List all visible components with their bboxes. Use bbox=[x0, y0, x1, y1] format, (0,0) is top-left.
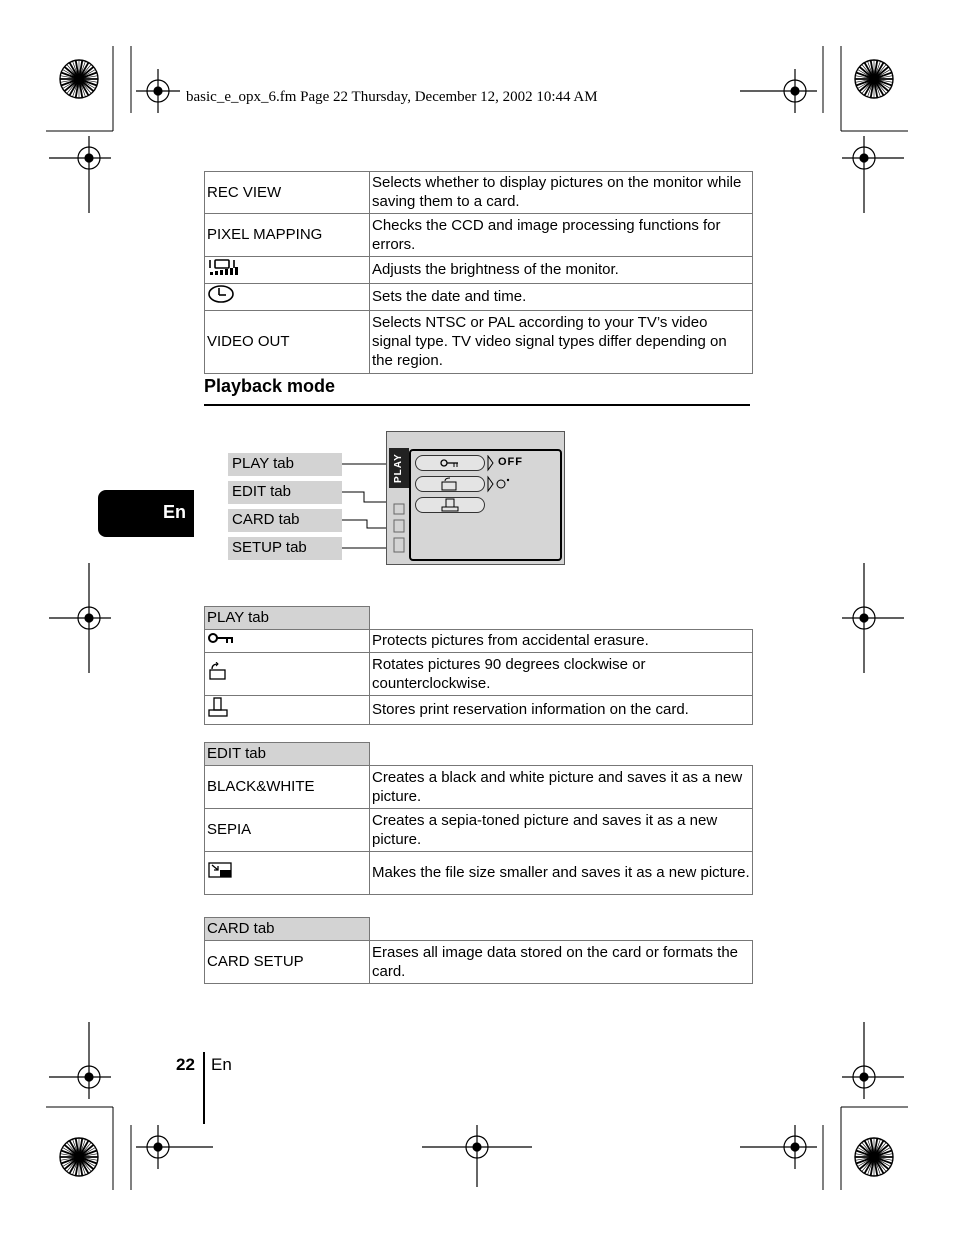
item-cell bbox=[205, 653, 370, 696]
table-row bbox=[205, 607, 753, 630]
table-header: EDIT tab bbox=[205, 743, 370, 766]
desc-cell: Protects pictures from accidental erasure. bbox=[370, 630, 753, 653]
desc-cell: Erases all image data stored on the card or formats the card. bbox=[370, 941, 753, 984]
desc-cell: Makes the file size smaller and saves it as a new picture. bbox=[370, 852, 753, 895]
item-cell: VIDEO OUT bbox=[205, 311, 370, 374]
table-row bbox=[205, 257, 753, 284]
item-cell bbox=[205, 284, 370, 311]
item-cell bbox=[205, 630, 370, 653]
desc-cell: Rotates pictures 90 degrees clockwise or counterclockwise. bbox=[370, 653, 753, 696]
table-row bbox=[205, 630, 753, 653]
table-row bbox=[205, 941, 753, 984]
table-row bbox=[205, 766, 753, 809]
protect-menu-item bbox=[415, 455, 485, 471]
edit-table bbox=[204, 742, 753, 895]
monitor-brightness-icon bbox=[207, 258, 239, 276]
rotate-icon bbox=[207, 662, 229, 680]
callout-card-tab: CARD tab bbox=[228, 509, 342, 532]
item-cell: SEPIA bbox=[205, 809, 370, 852]
table-row bbox=[205, 918, 753, 941]
camera-menu-screen bbox=[386, 431, 565, 565]
table-header: CARD tab bbox=[205, 918, 370, 941]
table-row bbox=[205, 809, 753, 852]
item-cell bbox=[205, 852, 370, 895]
protect-key-icon bbox=[416, 456, 484, 470]
section-title: Playback mode bbox=[204, 376, 336, 396]
file-slug: basic_e_opx_6.fm Page 22 Thursday, December 12, 2002 10:44 AM bbox=[186, 89, 598, 105]
table-row bbox=[205, 696, 753, 725]
section-rule bbox=[204, 404, 750, 406]
item-cell: REC VIEW bbox=[205, 172, 370, 214]
table-row bbox=[205, 172, 753, 214]
print-reserve-icon bbox=[207, 697, 229, 717]
resize-icon bbox=[207, 862, 233, 878]
desc-cell: Selects whether to display pictures on the monitor while saving them to a card. bbox=[370, 172, 753, 214]
item-cell bbox=[205, 696, 370, 725]
item-cell bbox=[205, 257, 370, 284]
print-reserve-icon bbox=[416, 498, 484, 512]
blank-cell bbox=[370, 918, 753, 941]
item-cell: PIXEL MAPPING bbox=[205, 214, 370, 257]
callout-play-tab: PLAY tab bbox=[228, 453, 342, 476]
desc-cell: Sets the date and time. bbox=[370, 284, 753, 311]
page-lang: En bbox=[211, 1055, 232, 1074]
table-header: PLAY tab bbox=[205, 607, 370, 630]
setup-table bbox=[204, 171, 753, 374]
print-menu-item bbox=[415, 497, 485, 513]
protect-key-icon bbox=[207, 631, 235, 645]
rotate-icon bbox=[416, 477, 484, 491]
card-table bbox=[204, 917, 753, 984]
desc-cell: Selects NTSC or PAL according to your TV’s video signal type. TV video signal types differ depending on the region. bbox=[370, 311, 753, 374]
desc-cell: Adjusts the brightness of the monitor. bbox=[370, 257, 753, 284]
blank-cell bbox=[370, 743, 753, 766]
menu-panel bbox=[409, 449, 562, 561]
blank-cell bbox=[370, 607, 753, 630]
protect-value: OFF bbox=[498, 456, 523, 468]
footer-rule bbox=[203, 1052, 205, 1124]
callout-setup-tab: SETUP tab bbox=[228, 537, 342, 560]
table-row bbox=[205, 284, 753, 311]
item-cell: BLACK&WHITE bbox=[205, 766, 370, 809]
clock-icon bbox=[207, 285, 237, 303]
table-row bbox=[205, 311, 753, 374]
callout-edit-tab: EDIT tab bbox=[228, 481, 342, 504]
desc-cell: Creates a black and white picture and saves it as a new picture. bbox=[370, 766, 753, 809]
play-table bbox=[204, 606, 753, 725]
page-number: 22 bbox=[176, 1055, 195, 1074]
table-row bbox=[205, 214, 753, 257]
table-row bbox=[205, 653, 753, 696]
language-side-tab: En bbox=[98, 490, 194, 537]
table-row bbox=[205, 852, 753, 895]
play-tab-label: PLAY bbox=[389, 448, 409, 488]
desc-cell: Creates a sepia-toned picture and saves it as a new picture. bbox=[370, 809, 753, 852]
table-row bbox=[205, 743, 753, 766]
desc-cell: Stores print reservation information on the card. bbox=[370, 696, 753, 725]
desc-cell: Checks the CCD and image processing functions for errors. bbox=[370, 214, 753, 257]
item-cell: CARD SETUP bbox=[205, 941, 370, 984]
rotate-menu-item bbox=[415, 476, 485, 492]
